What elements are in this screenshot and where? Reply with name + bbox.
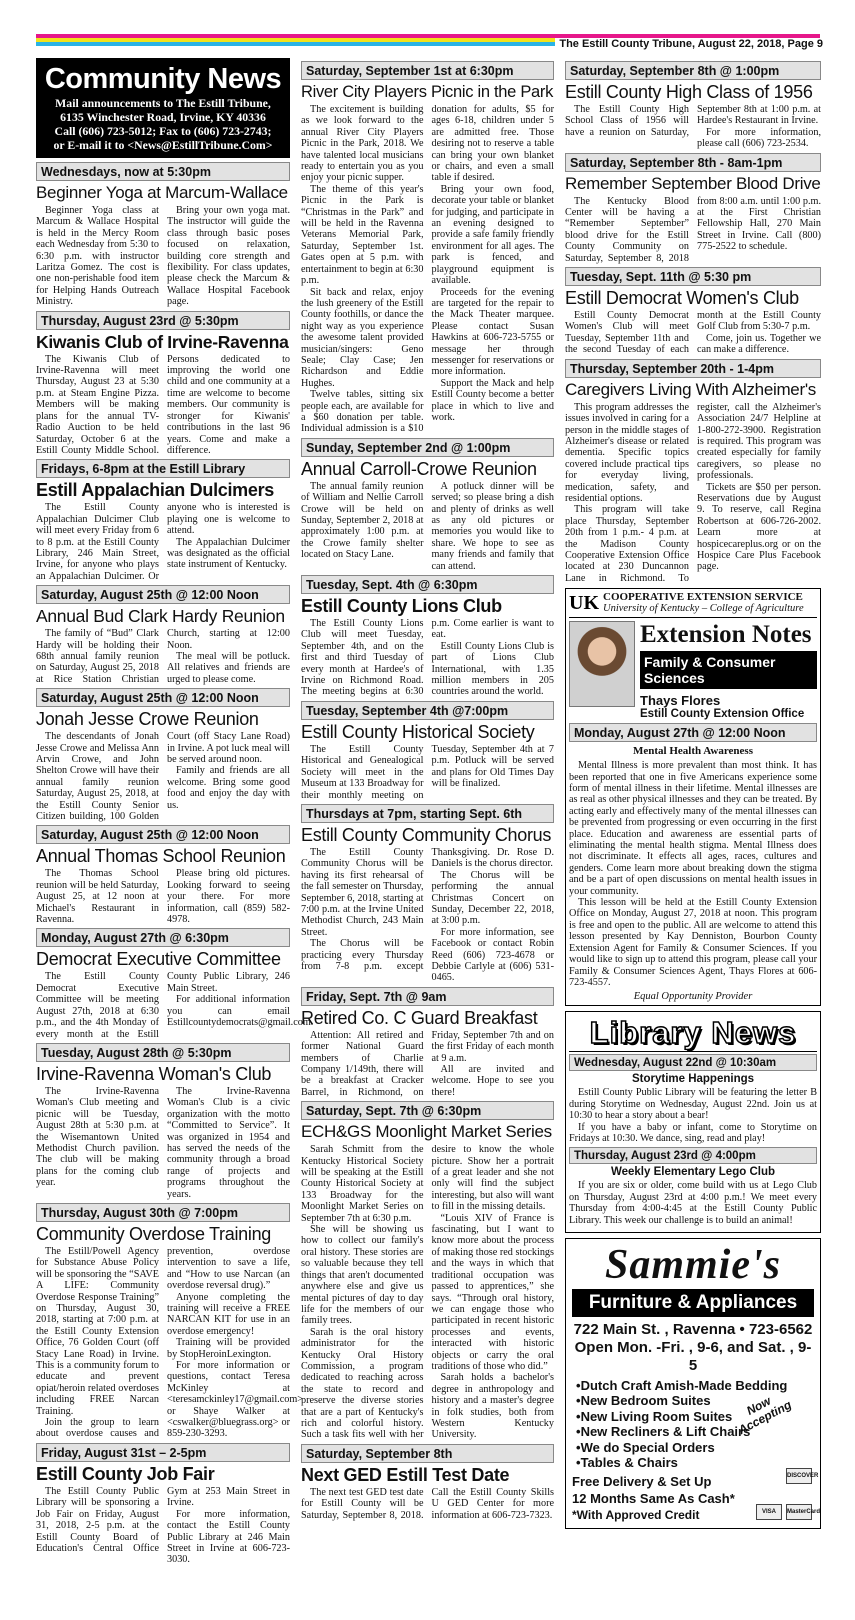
page-header: The Estill County Tribune, August 22, 2018, Page 9 <box>555 38 823 50</box>
paragraph: Sit back and relax, enjoy the lush greenery of the Estill County foothills, or dance the night way as you experience the awesome talent provided musician/singers: Geno Seale; Clay Case; Jen Richardson and Eddie Hughes. <box>301 286 424 389</box>
section-date-header: Fridays, 6-8pm at the Estill Library <box>36 459 290 478</box>
article-body <box>301 104 554 435</box>
paragraph: Sarah is the oral history administrator for the Kentucky Oral History Commission, a program dedicated to reaching across the state to record and preserve the diverse stories that are a part of Kentucky's rich and colorful history. Such a task fits well with her desire to know the whole picture. Show her a portrait of a great leader and she not only will find the subject interesting, but also will want to fill in the missing details. <box>301 1144 554 1441</box>
mail-line: Call (606) 723-5012; Fax to (606) 723-2743; <box>54 124 272 138</box>
article-body <box>301 481 554 572</box>
paragraph: The excitement is building as we look forward to the annual River City Players Picnic in the Park, 2018. We have talented local musicians ready to entertain you as you enjoy your picnic supper. <box>301 104 424 184</box>
paragraph: The Estill County Lions Club will meet Tuesday, September 4th, and on the first and third Tuesday of every month at Hardee's of Irvine on Richmond Road. The meeting begins at 6:30 p.m. Come earlier is want to eat. <box>301 618 554 698</box>
library-date-header: Thursday, August 23rd @ 4:00pm <box>569 1147 817 1164</box>
section-date-header: Saturday, August 25th @ 12:00 Noon <box>36 585 290 604</box>
community-news-masthead <box>36 58 290 158</box>
section-date-header: Saturday, Sept. 7th @ 6:30pm <box>301 1101 554 1120</box>
paragraph: Mental Illness is more prevalent than most think. It has been reported that one in five Americans experience some form of mental illness in their lifetime. Mental illnesses are as real as other physical illnesses and they can be treated. By acting early and effectively many of the mental illnesses can be prevented from progressing or even occurring in the first place. Education and awareness are essential parts of eliminating the mental health stigma. Mental Illness does not discriminate. It effects all ages, races, cultures and genders. Come learn more about breaking down the stigma and be a part of open discussions on mental health issues in your community. <box>569 760 817 897</box>
article-body <box>36 731 290 822</box>
article-body <box>36 628 290 685</box>
library-news-title: Library News <box>569 1015 817 1052</box>
university-name: University of Kentucky – College of Agriculture <box>603 603 804 615</box>
article-title: Estill County Job Fair <box>36 1463 215 1484</box>
article-body <box>565 310 821 356</box>
paragraph: The Estill County Public Library will be sponsoring a Job Fair on Friday, August 31, 2018, 2-5 p.m. at the Estill County Board of Education's Central Office Gym at 253 Main Street in Irvine. <box>36 1485 290 1554</box>
paragraph: The Kiwanis Club of Irvine-Ravenna will meet Thursday, August 23 at 5:30 p.m. at Steam Engine Pizza. Members will be making plans for the annual TV-Radio Auction to be held Saturday, October 6 at the Estill County Middle School. Persons dedicated to improving the world one child and one community at a time are welcome to become members. Our community is stronger for Kiwanis' contributions in the last 96 years. Come and make a difference. <box>36 353 290 456</box>
article-body <box>36 1245 304 1440</box>
ad-item: • New Living Room Suites <box>576 1409 814 1425</box>
extension-notes-box <box>565 588 821 1006</box>
article-body <box>301 1487 554 1521</box>
article-body <box>301 1030 554 1098</box>
article-body <box>565 104 821 150</box>
paragraph: The Irvine-Ravenna Woman's Club meeting and picnic will be Tuesday, August 28th at 5:30 p.m. at the Wisemantown United Methodist Church pavilion. The club will be making plans for the coming club year. <box>36 1085 159 1189</box>
ad-item: • Tables & Chairs <box>576 1455 814 1471</box>
paragraph: For additional information you can email Estillcountydemocrats@gmail.com. <box>167 994 314 1029</box>
ad-credit-note: *With Approved Credit <box>572 1507 700 1522</box>
paragraph: A potluck dinner will be served; so please bring a dish and plenty of drinks as well as any old pictures or memories you would like to share. We hope to see as many friends and family that can attend. <box>431 480 554 572</box>
library-subtitle: Weekly Elementary Lego Club <box>610 1166 776 1179</box>
ad-item: • Dutch Craft Amish-Made Bedding <box>576 1378 814 1394</box>
paragraph: The Chorus will be performing the annual Christmas Concert on Sunday, December 22, 2018, at 3:00 p.m. <box>431 869 554 927</box>
article-title: Annual Carroll-Crowe Reunion <box>301 458 537 479</box>
now-accepting-label: Now Accepting <box>735 1393 794 1438</box>
paragraph: All are invited and welcome. Hope to see you there! <box>431 1064 554 1098</box>
section-date-header: Friday, August 31st – 2-5pm <box>36 1443 290 1462</box>
paragraph: If you have a baby or infant, come to Storytime on Fridays at 10:30. We dance, sing, read and play! <box>569 1121 817 1144</box>
paragraph: “Louis XIV of France is fascinating, but I want to know more about the process of making those red stockings and the ways in which that traditional occupation was passed to apprentices,” she says. “Through oral history, we can engage those who participated in recent historic processes and events, interacted with historic objects or carry the oral traditions of those who did.” <box>431 1212 554 1372</box>
article-title: Estill Democrat Women's Club <box>565 288 799 309</box>
paragraph: Training will be provided by StopHeroinLexington. <box>167 1337 290 1360</box>
ad-item: • New Bedroom Suites <box>576 1393 814 1409</box>
paragraph: Tickets are $50 per person. Reservations due by August 9. To reserve, call Regina Robertson at 606-726-2002. Learn more at hospicecareplus.org or on the Hospice Care Plus Facebook page. <box>697 481 821 573</box>
mail-line: or E-mail it to <News@EstillTribune.Com> <box>53 138 273 152</box>
article-title: Jonah Jesse Crowe Reunion <box>36 709 259 730</box>
library-date-header: Wednesday, August 22nd @ 10:30am <box>569 1054 817 1071</box>
library-body <box>569 1087 817 1144</box>
paragraph: Sarah Schmitt from the Kentucky Historical Society will be speaking at the Estill County Historical Society at 133 Broadway for the Moonlight Market Series on September 7th at 6:30 p.m. <box>301 1144 424 1224</box>
paragraph: The Kentucky Blood Center will be having a “Remember September” blood drive for the Estill County Community on Saturday, September 8, 2018 from 8:00 a.m. until 1:00 p.m. at the First Christian Fellowship Hall, 270 Main Street in Irvine. Call (800) 775-2522 to schedule. <box>565 195 821 264</box>
paragraph: Proceeds for the evening are targeted for the repair to the Mack Theater marquee. Please contact Susan Hawkins at 606-723-5755 or message her through messenger for reservations or more information. <box>431 286 554 378</box>
paragraph: The Estill/Powell Agency for Substance Abuse Policy will be sponsoring the “SAVE A LIFE: Community Overdose Response Training” on Thursday, August 30, 2018, starting at 7:00 p.m. at the Estill County Extension Office, 76 Golden Court (off Stacy Lane Road) in Irvine. This is a community forum to educate and prevent opiat/heroin related overdoses including FREE Narcan Training. <box>36 1245 159 1417</box>
paragraph: The Irvine-Ravenna Woman's Club is a civic organization with the motto “Committed to Service”. It was organized in 1954 and has served the needs of the community through a broad range of projects and programs throughout the years. <box>167 1085 290 1200</box>
paragraph: The annual family reunion of William and Nellie Carroll Crowe will be held on Sunday, September 2, 2018 at approximately 1:00 p.m. at the Crowe family shelter located on Stacy Lane. <box>301 480 424 561</box>
article-title: Irvine-Ravenna Woman's Club <box>36 1063 272 1084</box>
paragraph: The meal will be potluck. All relatives and friends are urged to please come. <box>167 650 290 685</box>
discover-card-icon: DISCOVER <box>786 1468 812 1484</box>
paragraph: Beginner Yoga class at Marcum & Wallace Hospital is held in the Mercy Room each Wednesday from 5:30 to 6:30 p.m. with instructor Laritza Gomez. The cost is one non-perishable food item for Helping Hands Outreach Ministry. <box>36 205 159 308</box>
paragraph: She will be showing us how to collect our family's oral history. These stories are so valuable because they tell things that aren't documented anywhere else and give us mental pictures of day to day life for the members of our family trees. <box>301 1224 424 1327</box>
section-date-header: Sunday, September 2nd @ 1:00pm <box>301 438 554 457</box>
ad-same-as-cash: 12 Months Same As Cash* <box>572 1490 735 1506</box>
article-title: Estill County Historical Society <box>301 721 535 742</box>
ad-delivery: Free Delivery & Set Up <box>572 1473 712 1489</box>
paragraph: The Appalachian Dulcimer was designated as the official state instrument of Kentucky. <box>167 536 290 571</box>
paragraph: The theme of this year's Picnic in the Park is “Christmas in the Park” and will be held in the Ravenna Veterans Memorial Park, Saturday, September 1st. Gates open at 5 p.m. with entertainment to begin at 6:30 p.m. <box>301 183 424 287</box>
section-date-header: Thursday, August 23rd @ 5:30pm <box>36 311 290 330</box>
section-date-header: Tuesday, Sept. 4th @ 6:30pm <box>301 575 554 594</box>
article-title: Retired Co. C Guard Breakfast <box>301 1007 538 1028</box>
paragraph: Come, join us. Together we can make a difference. <box>697 332 821 356</box>
section-date-header: Thursday, September 20th - 1-4pm <box>565 359 821 378</box>
section-date-header: Saturday, September 8th - 8am-1pm <box>565 153 821 172</box>
mastercard-icon: MasterCard <box>786 1504 812 1520</box>
paragraph: Please bring old pictures. Looking forward to seeing your there. For more information, call (859) 582-4978. <box>167 868 290 926</box>
section-date-header: Thursday, August 30th @ 7:00pm <box>36 1203 290 1222</box>
article-body <box>301 744 554 801</box>
agent-office: Estill County Extension Office <box>640 708 805 721</box>
paragraph: Bring your own food, decorate your table or blanket for judging, and participate in an evening designed to provide a safe family friendly environment for all ages. The park is fenced, and playground equipment is available. <box>431 183 554 287</box>
ad-band: Furniture & Appliances <box>572 1289 814 1317</box>
article-body <box>36 502 290 582</box>
uk-logo: UK <box>569 592 599 615</box>
paragraph: For more information, contact the Estill County Public Library at 246 Main Street in Irvine at 606-723-3030. <box>167 1508 290 1566</box>
ad-address: 722 Main St. , Ravenna • 723-6562 <box>573 1320 813 1338</box>
article-title: Estill County Community Chorus <box>301 824 552 845</box>
column-2 <box>301 58 554 1524</box>
paragraph: The Estill County Appalachian Dulcimer Club will meet every Friday from 6 to 8 p.m. at the Estill County Library, 246 Main Street, Irvine, for anyone who plays an Appalachian Dulcimer. Or anyone who is interested is playing one is welcome to attend. <box>36 502 290 582</box>
agent-photo <box>569 621 635 707</box>
paragraph: If you are six or older, come build with us at Lego Club on Thursday, August 23rd at 4:00 p.m.! We meet every Thursday from 4:00-4:45 at the Estill County Public Library. This week our challenge is to build an animal! <box>569 1180 817 1226</box>
ad-item: • New Recliners & Lift Chairs <box>576 1424 814 1440</box>
paragraph: The descendants of Jonah Jesse Crowe and Melissa Ann Arvin Crowe, and John Shelton Crowe will have their annual family reunion Saturday, August 25, 2018, at the Estill County Senior Citizen building, 100 Golden Court (off Stacy Lane Road) in Irvine. A pot luck meal will be served around noon. <box>36 731 290 823</box>
paragraph: The next test GED test date for Estill County will be Saturday, September 8, 2018. Call the Estill County Skills U GED Center for more information at 606-723-7323. <box>301 1486 554 1521</box>
paragraph: Estill County Democrat Women's Club will meet Tuesday, September 11th and the second Tuesday of each month at the Estill County Golf Club from 5:30-7 p.m. <box>565 310 821 356</box>
article-body <box>36 354 290 457</box>
article-title: Beginner Yoga at Marcum-Wallace <box>36 183 288 202</box>
section-date-header: Tuesday, August 28th @ 5:30pm <box>36 1043 290 1062</box>
paragraph: This lesson will be held at the Estill County Extension Office on Monday, August 27, 2018 at noon. This program is free and open to the public. All are welcome to attend this lesson presented by Kay Denniston, Bourbon County Extension Agent for Family & Consumer Sciences. If you would like to sign up to attend this program, please call your Family & Consumer Sciences Agent, Thays Flores at 606-723-4557. <box>569 897 817 988</box>
paragraph: Twelve tables, sitting six people each, are available for a $60 donation per table. Individual admission is a $10 donation for adults, $5 for ages 6-18, children under 5 are admitted free. Those desiring not to reserve a table can bring your own blanket or chairs, and even a small table if desired. <box>301 104 554 435</box>
article-body <box>36 1486 290 1566</box>
article-body <box>36 868 290 925</box>
section-date-header: Tuesday, September 4th @7:00pm <box>301 701 554 720</box>
paragraph: The family of “Bud” Clark Hardy will be holding their 68th annual family reunion on Saturday, August 25, 2018 at Rice Station Christian Church, starting at 12:00 Noon. <box>36 628 290 685</box>
agent-name: Thays Flores <box>640 693 721 709</box>
community-news-title: Community News <box>44 63 282 95</box>
article-title: Estill Appalachian Dulcimers <box>36 480 275 501</box>
ad-item: • We do Special Orders <box>576 1440 814 1456</box>
paragraph: The Estill County Democrat Executive Committee will be meeting August 27th, 2018 at 6:30 p.m., and the 4th Monday of every month at the Estill County Public Library, 246 Main Street. <box>36 971 290 1040</box>
paragraph: This program will take place Thursday, September 20th from 1 p.m.- 4 p.m. at the Madison County Cooperative Extension Office located at 230 Duncannon Lane in Richmond. To register, call the Alzheimer's Association 24/7 Helpline at 1-800-272-3900. Registration is required. This program was created especially for family caregivers, so please no professionals. <box>565 401 821 584</box>
article-body <box>301 847 554 984</box>
article-body <box>301 1144 554 1441</box>
paragraph: Sarah holds a bachelor's degree in anthropology and history and a master's degree in folk studies, both from Western Kentucky University. <box>431 1372 554 1441</box>
paragraph: Support the Mack and help Estill County become a better place in which to live and work. <box>431 377 554 423</box>
section-date-header: Saturday, September 8th @ 1:00pm <box>565 61 821 80</box>
paragraph: The Chorus will be practicing every Thursday from 7-8 p.m. except Thanksgiving. Dr. Rose D. Daniels is the chorus director. <box>301 846 554 972</box>
article-title: Annual Thomas School Reunion <box>36 846 286 867</box>
equal-opportunity: Equal Opportunity Provider <box>633 991 753 1003</box>
extension-body <box>569 760 817 988</box>
paragraph: Estill County Public Library will be featuring the letter B during Storytime on Wednesday, August 22nd. Join us at 10:30 to hear a story about a bear! <box>569 1087 817 1122</box>
section-date-header: Saturday, August 25th @ 12:00 Noon <box>36 825 290 844</box>
ad-hours: Open Mon. -Fri. , 9-6, and Sat. , 9-5 <box>574 1338 812 1374</box>
library-subtitle: Storytime Happenings <box>631 1073 755 1086</box>
article-body <box>565 196 821 264</box>
article-title: Kiwanis Club of Irvine-Ravenna <box>36 331 289 352</box>
library-news-box <box>565 1011 821 1233</box>
article-title: Estill County Lions Club <box>301 596 502 617</box>
section-date-header: Wednesdays, now at 5:30pm <box>36 162 290 181</box>
paragraph: For more information, see Facebook or contact Robin Reed (606) 723-4678 or Debbie Carlyle at (606) 531-0465. <box>431 926 554 984</box>
paragraph: For more information or questions, contact Teresa McKinley at <teresamckinley17@gmail.com> or Shaye Walker at <cswalker@bluegrass.org> or 859-230-3293. <box>167 1360 304 1440</box>
article-title: River City Players Picnic in the Park <box>301 83 554 101</box>
paragraph: Estill County Lions Club is part of Lions Club International, with 1.35 million members in 205 countries around the world. <box>431 640 554 698</box>
paragraph: The Estill County Historical and Genealogical Society will meet in the Museum at 133 Broadway for their monthly meeting on Tuesday, September 4th at 7 p.m. Potluck will be served and plans for Old Times Day will be finalized. <box>301 743 554 801</box>
article-body <box>36 971 314 1040</box>
article-title: Remember September Blood Drive <box>565 173 821 193</box>
section-date-header: Monday, August 27th @ 6:30pm <box>36 928 290 947</box>
library-body <box>569 1180 817 1226</box>
article-body <box>36 1086 290 1200</box>
sammies-ad <box>565 1238 821 1529</box>
paragraph: The Thomas School reunion will be held Saturday, August 25, at 12 noon at Michael's Restaurant in Ravenna. <box>36 868 159 926</box>
section-date-header: Tuesday, Sept. 11th @ 5:30 pm <box>565 267 821 286</box>
column-1 <box>36 58 314 1569</box>
extension-service-name: COOPERATIVE EXTENSION SERVICE <box>603 591 803 604</box>
paragraph: The Estill County High School Class of 1956 will have a reunion on Saturday, September 8th at 1:00 p.m. at Hardee's Restaurant in Irvine. <box>565 104 821 138</box>
mail-line: 6135 Winchester Road, Irvine, KY 40336 <box>60 110 266 124</box>
paragraph: Join the group to learn about overdose causes and prevention, overdose intervention to save a life, and “How to use Narcan (an overdose reversal drug).” <box>36 1245 290 1440</box>
extension-notes-title: Extension Notes <box>640 621 812 649</box>
section-date-header: Friday, Sept. 7th @ 9am <box>301 987 554 1006</box>
article-title: Next GED Estill Test Date <box>301 1464 510 1485</box>
paragraph: Family and friends are all welcome. Bring some good food and enjoy the day with us. <box>167 765 290 811</box>
section-date-header: Saturday, September 8th <box>301 1444 554 1463</box>
fcs-band: Family & Consumer Sciences <box>640 651 817 689</box>
column-3 <box>565 58 821 1529</box>
article-body <box>301 618 554 698</box>
article-body <box>565 402 821 585</box>
paragraph: Bring your own yoga mat. The instructor will guide the class through basic poses focused on relaxation, building core strength and flexibility. For class updates, please check the Marcum & Wallace Hospital Facebook page. <box>167 205 290 308</box>
article-title: Democrat Executive Committee <box>36 949 281 970</box>
article-title: Caregivers Living With Alzheimer's <box>565 379 816 399</box>
paragraph: For more information, please call (606) 723-2534. <box>697 126 821 150</box>
paragraph: The Estill County Community Chorus will be having its first rehearsal of the fall semester on Thursday, September 6, 2018, starting at 7:00 p.m. at the Irvine United Methodist Church, 243 Main Street. <box>301 846 424 938</box>
extension-subtitle: Mental Health Awareness <box>633 745 753 758</box>
article-title: ECH&GS Moonlight Market Series <box>301 1122 552 1142</box>
section-date-header: Monday, August 27th @ 12:00 Noon <box>569 723 817 742</box>
article-body <box>36 205 290 308</box>
paragraph: Anyone completing the training will receive a FREE NARCAN KIT for use in an overdose emergency! <box>167 1291 290 1337</box>
section-date-header: Saturday, August 25th @ 12:00 Noon <box>36 688 290 707</box>
article-title: Annual Bud Clark Hardy Reunion <box>36 606 285 627</box>
paragraph: Attention: All retired and former National Guard members of Charlie Company 1/149th, there will be a breakfast at Cracker Barrel, in Richmond, on Friday, September 7th and on the first Friday of each month at 9 a.m. <box>301 1029 554 1098</box>
paragraph: This program addresses the issues involved in caring for a person in the middle stages of Alzheimer's disease or related dementia. Specific topics covered include practical tips for everyday living, medication, safety, and residential options. <box>565 401 689 504</box>
article-title: Community Overdose Training <box>36 1223 271 1244</box>
section-date-header: Thursdays at 7pm, starting Sept. 6th <box>301 804 554 823</box>
visa-card-icon: VISA <box>756 1504 782 1520</box>
article-title: Estill County High Class of 1956 <box>565 82 813 102</box>
mail-line: Mail announcements to The Estill Tribune, <box>55 96 271 110</box>
section-date-header: Saturday, September 1st at 6:30pm <box>301 61 554 80</box>
ad-store-name: Sammie's <box>604 1241 782 1288</box>
